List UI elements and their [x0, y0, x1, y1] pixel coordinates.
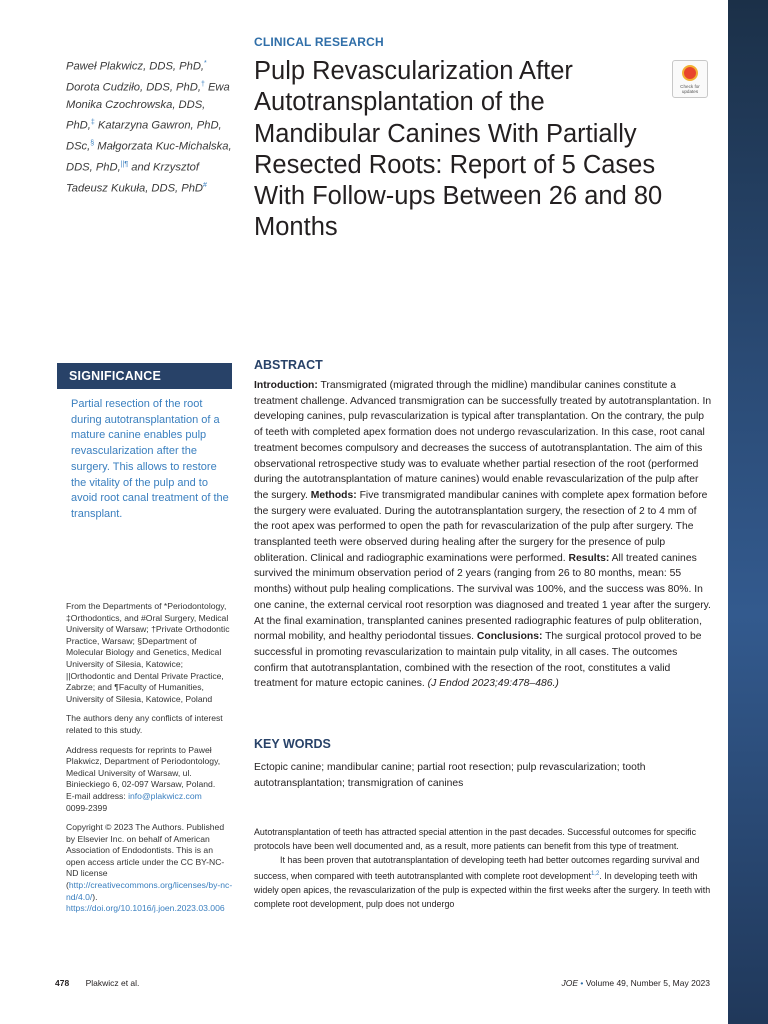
check-for-updates-badge[interactable] [672, 60, 708, 98]
bullet-icon: • [580, 978, 584, 988]
section-label: CLINICAL RESEARCH [254, 35, 384, 49]
page-edge-bar [728, 0, 768, 1024]
keywords-heading: KEY WORDS [254, 737, 331, 751]
author-list [66, 55, 232, 198]
abstract-methods-label: Methods: [310, 489, 357, 501]
author-name: Katarzyna Gawron, PhD, DSc, [66, 119, 222, 153]
footer-right [540, 978, 710, 988]
affiliations [66, 601, 234, 923]
affiliation-departments: From the Departments of *Periodontology, ‡Orthodontics, and #Oral Surgery, Medical University of Warsaw; †Private Orthodontic Practice, Warsaw; §Department of Molecular Biology and Genetics, Medical University of Silesia, Katowice; ||Orthodontic and Dental Private Practice, Zabrze; and ¶Faculty of Humanities, University of Silesia, Katowice, Poland [66, 601, 230, 704]
doi-link[interactable]: https://doi.org/10.1016/j.joen.2023.03.006 [66, 903, 225, 914]
author-name: Małgorzata Kuc-Michalska, DDS, PhD, [66, 140, 232, 174]
abstract-methods: Five transmigrated mandibular canines with complete apex formation before the surgery were evaluated. During the autotransplantation surgery, the resection of 2 to 4 mm of the root apex was performed to open the path for revascularization of the pulp after surgery. The transplanted teeth were observed during healing after the surgery for the presence of pulp obliteration. Clinical and radiographic examinations were performed. [254, 489, 708, 564]
abstract-body [254, 378, 712, 692]
journal-name: JOE [561, 978, 578, 988]
significance-text: Partial resection of the root during autotransplantation of a mature canine enables pulp revascularization after the surgery. This allows to restore the vitality of the pulp and to avoid root canal treatment of the transplant. [71, 398, 229, 520]
author-affiliation-mark: ||¶ [120, 160, 129, 168]
running-authors: Plakwicz et al. [85, 978, 140, 988]
author-affiliation-mark: * [204, 60, 207, 67]
author-affiliation-mark: † [200, 80, 205, 88]
footer-left [55, 978, 139, 988]
page-number: 478 [55, 978, 70, 988]
email-link[interactable]: info@plakwicz.com [128, 790, 202, 801]
email-label: E-mail address: [66, 790, 126, 801]
author-name: and [131, 161, 150, 174]
abstract-intro-label: Introduction: [254, 380, 318, 391]
article-title: Pulp Revascularization After Autotransplantation of the Mandibular Canines With Partially Resected Roots: Report of 5 Cases With Follow-ups Between 26 and 80 Months [254, 57, 663, 242]
copyright-text: Copyright © 2023 The Authors. Published by Elsevier Inc. on behalf of American Association of Endodontists. This is an open access article under the CC BY-NC-ND license ( [66, 822, 225, 891]
intro-p2-end: . In developing teeth with widely open apices, the revascularization of the pulp is expected within the first weeks after the surgery. In teeth with complete root development, pulp does not undergo [254, 871, 711, 910]
crossmark-icon [682, 65, 698, 81]
citation-ref[interactable]: 1,2 [590, 871, 600, 878]
author-affiliation-mark: § [90, 140, 95, 148]
author-name: Krzysztof Tadeusz Kukuła, DDS, PhD [66, 161, 204, 195]
abstract-conclusions: The surgical protocol proved to be successful in promoting revascularization to maintain pulp vitality, in all cases. The outcomes confirm that autotransplantation, combined with the resection of the root, constitutes a valid treatment for mature ectopic canines. [254, 631, 702, 690]
introduction-text [254, 825, 712, 912]
abstract-intro: Transmigrated (migrated through the midline) mandibular canines constitute a treatment challenge. Advanced transmigration can be successfully treated by autotransplantation. In developing canines, pulp revascularization is typical after transplantation. On the contrary, the pulp of teeth with completed apex formation does not undergo revascularization. In this case, root canal treatment becomes compulsory and decreases the success of autotransplantation. The aim of this observational retrospective study was to evaluate whether partial resection of the root (performed during the autotransplantation of mature canines) would enable revascularization of the pulp after the surgery. [254, 380, 712, 501]
abstract-conclusions-label: Conclusions: [476, 631, 543, 643]
conflict-statement: The authors deny any conflicts of interest related to this study. [66, 713, 223, 735]
abstract-heading: ABSTRACT [254, 358, 323, 372]
author-name: Paweł Plakwicz, DDS, PhD, [66, 60, 205, 73]
abstract-results-label: Results: [568, 552, 610, 564]
crossmark-text: Check for updates [680, 84, 700, 94]
intro-paragraph-2 [254, 853, 712, 911]
author-name: Dorota Cudziło, DDS, PhD, [66, 81, 201, 94]
reprint-address [66, 745, 234, 815]
intro-paragraph-1: Autotransplantation of teeth has attracted special attention in the past decades. Successful outcomes for specific protocols have been well documented and, as a result, more patients can benefit from this type of treatment. [254, 827, 697, 852]
abstract-results: All treated canines survived the minimum observation period of 2 years (ranging from 26 to 80 months, mean: 55 months) without pulp healing complications. The survival was 100%, and the success was 80%. In one canine, the external cervical root resorption was diagnosed and treated 1 year after the surgery. At the final examination, transplanted canines presented radiographic features of pulp obliteration, normal mobility, and healthy periodontal tissues. [254, 552, 711, 643]
reprint-text: Address requests for reprints to Paweł Plakwicz, Department of Periodontology, Medical University of Warsaw, ul. Binieckiego 6, 02-097 Warsaw, Poland. [66, 744, 221, 790]
significance-heading: SIGNIFICANCE [57, 363, 232, 389]
author-affiliation-mark: # [203, 181, 207, 189]
issue-info: Volume 49, Number 5, May 2023 [585, 978, 710, 988]
copyright-end: ). [92, 891, 98, 902]
author-name: Ewa Monika Czochrowska, DDS, PhD, [66, 81, 230, 132]
issn: 0099-2399 [66, 802, 108, 813]
abstract-citation: (J Endod 2023;49:478–486.) [427, 678, 559, 690]
intro-p2-start: It has been proven that autotransplantation of developing teeth had better outcomes regarding survival and success, when compared with teeth autotransplanted with complete root development [254, 855, 700, 882]
license-link[interactable]: http://creativecommons.org/licenses/by-nc-nd/4.0/ [66, 880, 233, 902]
keywords-text: Ectopic canine; mandibular canine; partial root resection; pulp revascularization; tooth autotransplantation; transmigration of canines [254, 762, 646, 789]
copyright-notice [66, 822, 234, 915]
author-affiliation-mark: ‡ [90, 119, 95, 127]
